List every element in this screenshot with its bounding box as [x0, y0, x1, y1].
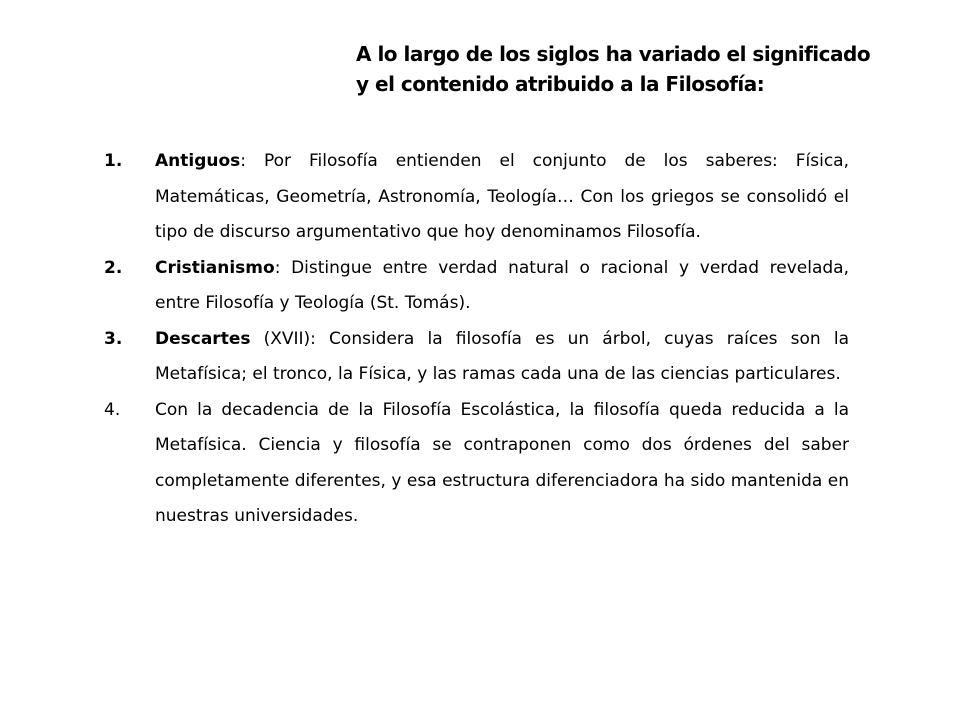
list-text: : Por Filosofía entienden el conjunto de los saberes: Física, Matemáticas, Geometría, Astronomía, Teología… Con los griegos se consolidó el tipo de discurso argumentativo que hoy denominamos Filosofía. [155, 151, 849, 242]
list-number: 2. [104, 257, 123, 278]
list-term: Cristianismo [155, 257, 275, 278]
title-line-2: y el contenido atribuido a la Filosofía: [356, 72, 765, 96]
list-text: (XVII): Considera la filosofía es un árbol, cuyas raíces son la Metafísica; el tronco, la Física, y las ramas cada una de las ciencias particulares. [155, 328, 849, 384]
title-line-1: A lo largo de los siglos ha variado el significado [356, 42, 871, 66]
list-term: Antiguos [155, 151, 241, 171]
slide-title [356, 39, 936, 99]
list-text: Con la decadencia de la Filosofía Escolástica, la filosofía queda reducida a la Metafísica. Ciencia y filosofía se contraponen como dos órdenes del saber completamente diferentes, y esa estructura diferenciadora ha sido mantenida en nuestras universidades. [155, 399, 849, 526]
list-item-descartes [104, 322, 849, 393]
list-item-cristianismo [104, 251, 849, 322]
list-term: Descartes [155, 328, 251, 349]
list-item-escolastica [104, 393, 849, 535]
numbered-list [104, 144, 849, 535]
list-text: : Distingue entre verdad natural o racional y verdad revelada, entre Filosofía y Teología (St. Tomás). [155, 257, 849, 313]
list-number: 4. [104, 399, 121, 420]
list-number: 1. [104, 151, 123, 171]
list-item-antiguos [104, 144, 849, 251]
list-number: 3. [104, 328, 123, 349]
